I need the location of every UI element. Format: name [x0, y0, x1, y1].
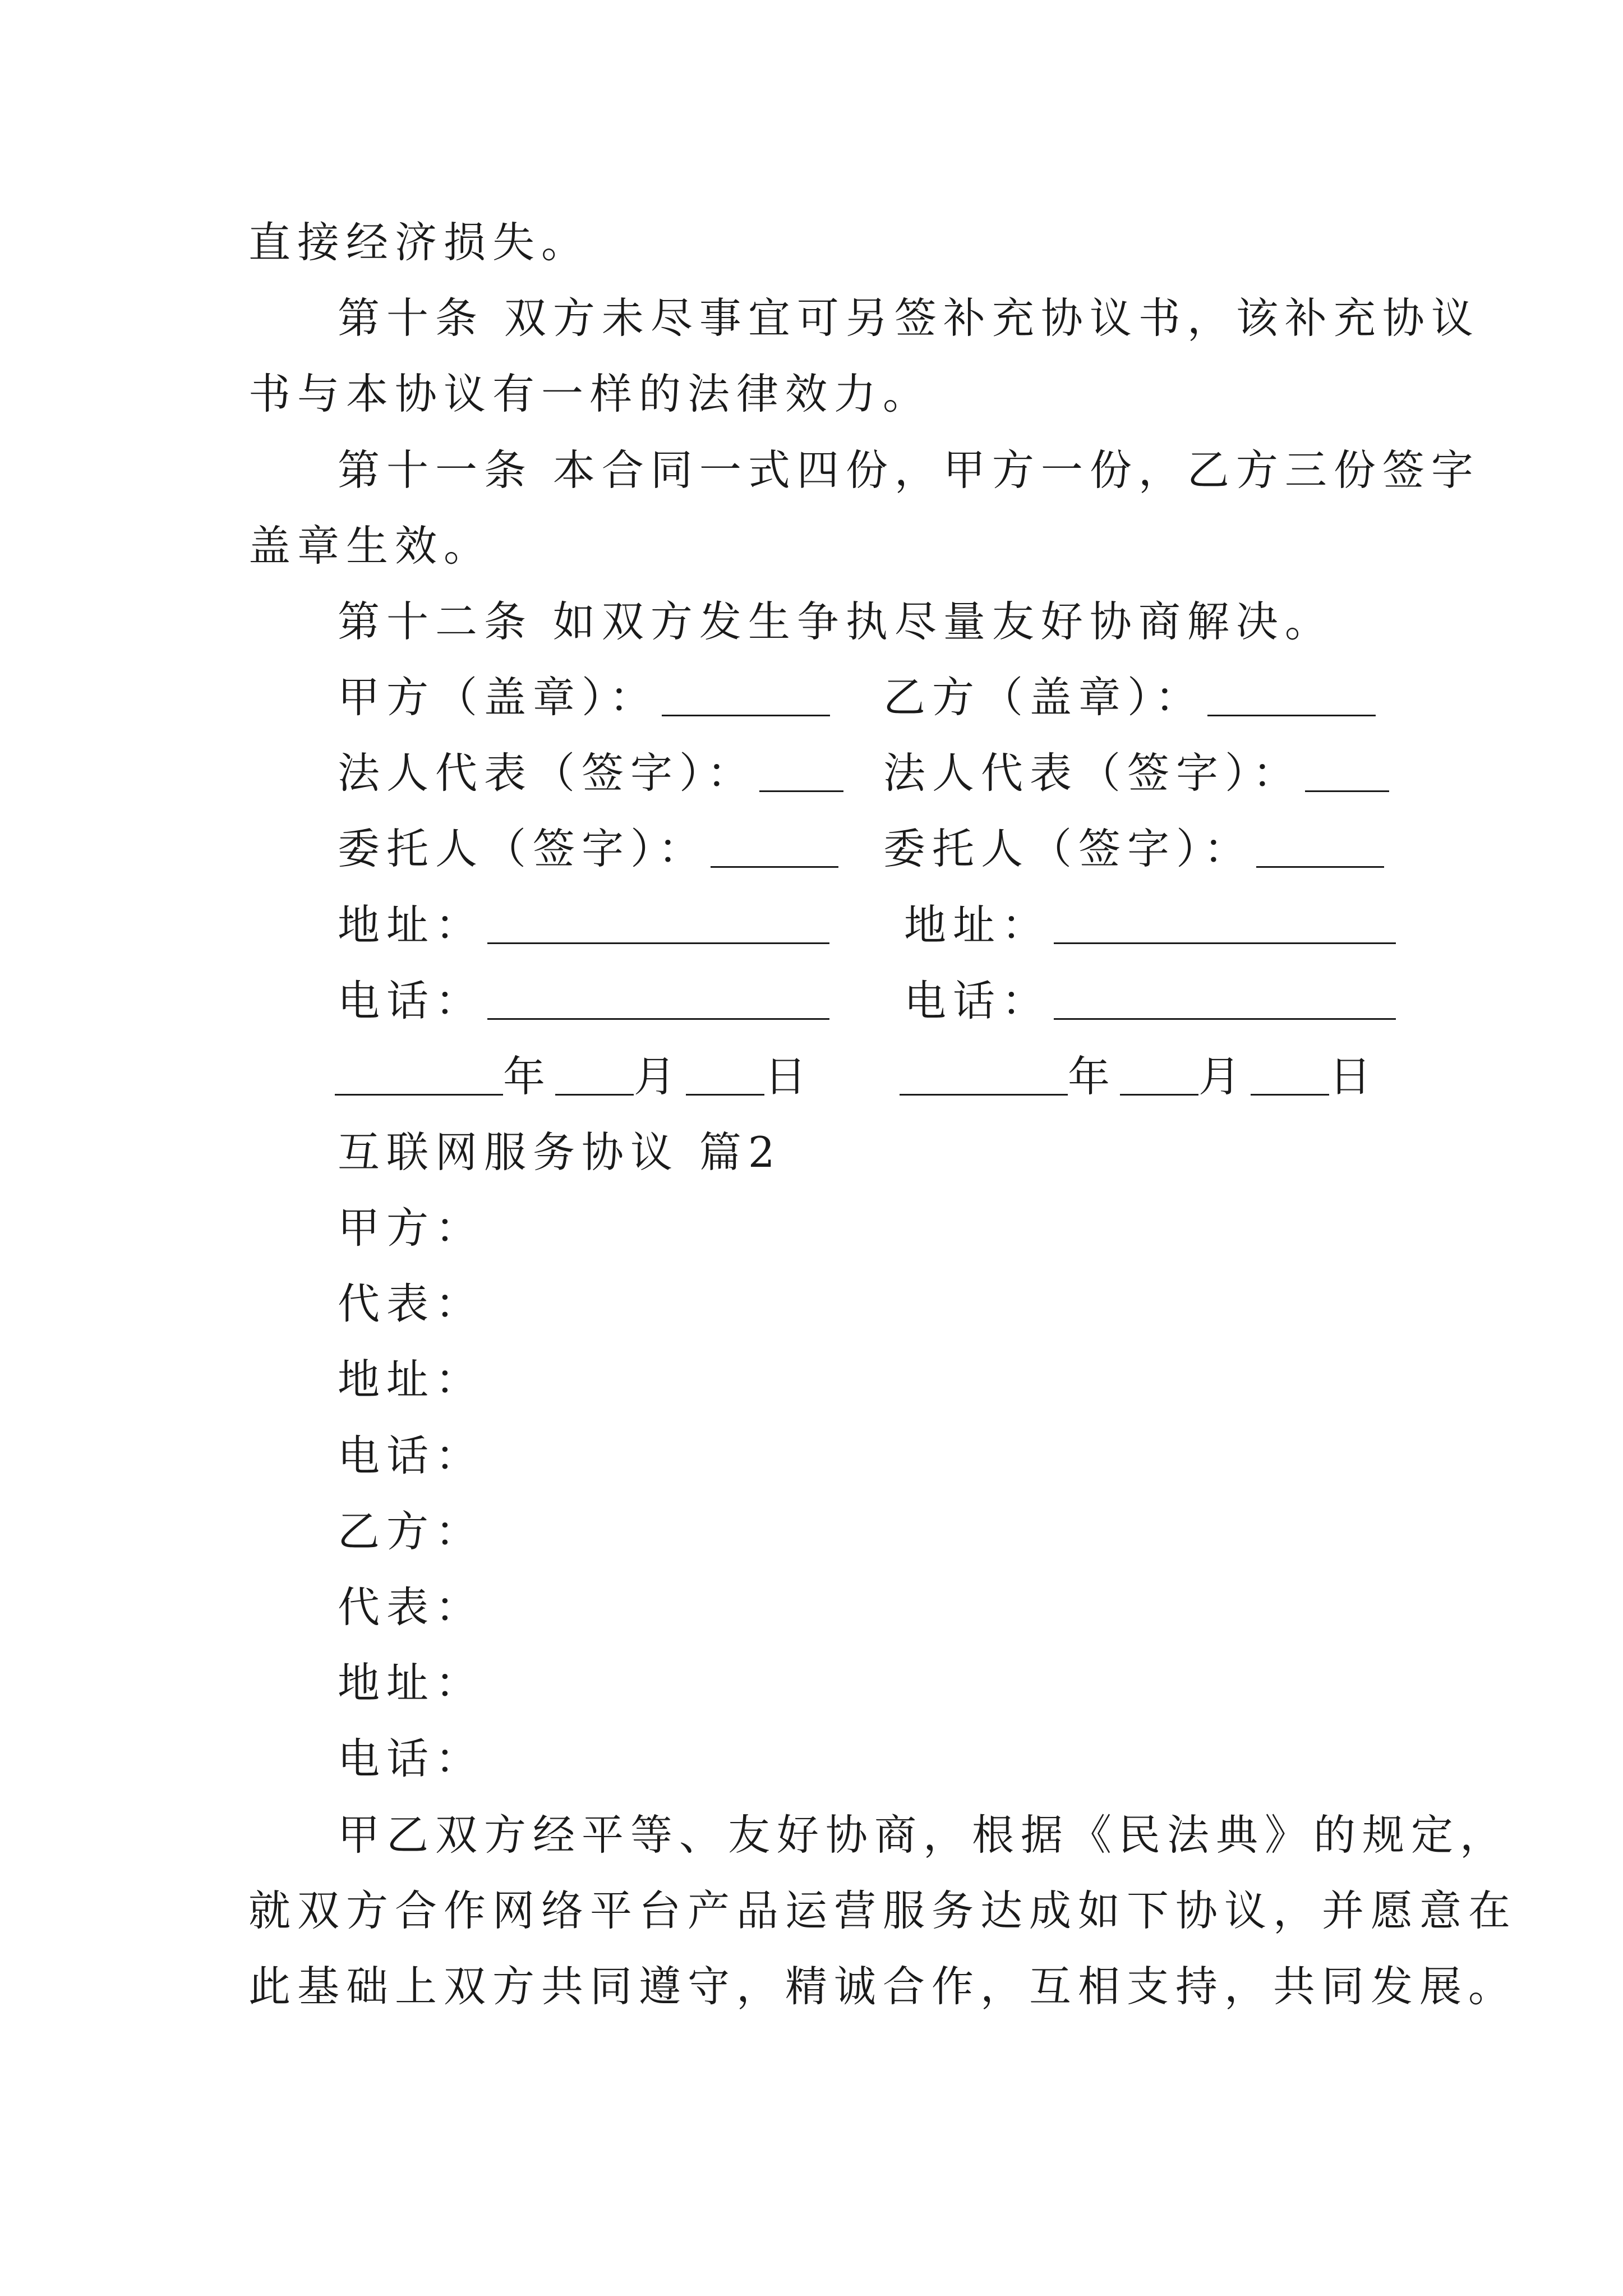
signature-blank — [1305, 751, 1389, 792]
party-a-phone: 电话： — [338, 973, 829, 1029]
signature-blank — [1054, 903, 1396, 944]
date-blank — [1120, 1055, 1198, 1096]
party-b-seal: 乙方（盖章）： — [883, 669, 1376, 725]
party-b-phone-field: 电话： — [338, 1734, 485, 1783]
party-a-address-field: 地址： — [338, 1355, 485, 1404]
signature-row-rep — [0, 745, 1623, 801]
signature-blank — [1256, 827, 1384, 868]
signature-blank — [487, 979, 829, 1020]
party-b-rep: 法人代表（签字）： — [883, 745, 1389, 801]
party-a-rep: 法人代表（签字）： — [338, 745, 843, 801]
party-b-address-field: 地址： — [338, 1658, 485, 1708]
party-a-phone-field: 电话： — [338, 1431, 485, 1480]
signature-row-address — [0, 897, 1623, 953]
signature-row-agent — [0, 821, 1623, 877]
article-10-line-1: 第十条 双方未尽事宜可另签补充协议书，该补充协议 — [338, 293, 1480, 343]
party-b-address: 地址： — [904, 897, 1396, 953]
signature-blank — [662, 675, 830, 716]
party-b-phone: 电话： — [904, 973, 1396, 1029]
date-blank — [900, 1055, 1068, 1096]
signature-blank — [1054, 979, 1396, 1020]
party-b-label: 乙方： — [338, 1507, 485, 1556]
party-b-date: 年 月 日 — [900, 1048, 1378, 1105]
party-a-seal: 甲方（盖章）： — [338, 669, 830, 725]
date-blank — [1251, 1055, 1329, 1096]
signature-row-phone — [0, 973, 1623, 1029]
date-blank — [686, 1055, 764, 1096]
continuation-text: 直接经济损失。 — [248, 218, 591, 267]
signature-blank — [487, 903, 829, 944]
party-b-agent: 委托人（签字）： — [883, 821, 1384, 877]
signature-row-seal — [0, 669, 1623, 725]
party-a-address: 地址： — [338, 897, 829, 953]
date-blank — [335, 1055, 503, 1096]
signature-row-date — [0, 1048, 1623, 1105]
intro-line-3: 此基础上双方共同遵守，精诚合作，互相支持，共同发展。 — [248, 1962, 1518, 2011]
article-11-line-1: 第十一条 本合同一式四份，甲方一份，乙方三份签字 — [338, 445, 1480, 495]
article-12: 第十二条 如双方发生争执尽量友好协商解决。 — [338, 597, 1334, 646]
section-2-title: 互联网服务协议 篇2 — [338, 1128, 782, 1177]
article-11-line-2: 盖章生效。 — [248, 521, 493, 570]
signature-blank — [711, 827, 838, 868]
signature-blank — [759, 751, 843, 792]
intro-line-2: 就双方合作网络平台产品运营服务达成如下协议，并愿意在 — [248, 1886, 1518, 1935]
party-b-representative: 代表： — [338, 1582, 485, 1632]
party-a-agent: 委托人（签字）： — [338, 821, 838, 877]
party-a-date: 年 月 日 — [335, 1048, 813, 1105]
party-a-label: 甲方： — [338, 1203, 485, 1253]
signature-blank — [1207, 675, 1376, 716]
party-a-representative: 代表： — [338, 1279, 485, 1328]
date-blank — [555, 1055, 634, 1096]
article-10-line-2: 书与本协议有一样的法律效力。 — [248, 369, 932, 418]
intro-line-1: 甲乙双方经平等、友好协商，根据《民法典》的规定， — [338, 1810, 1509, 1860]
